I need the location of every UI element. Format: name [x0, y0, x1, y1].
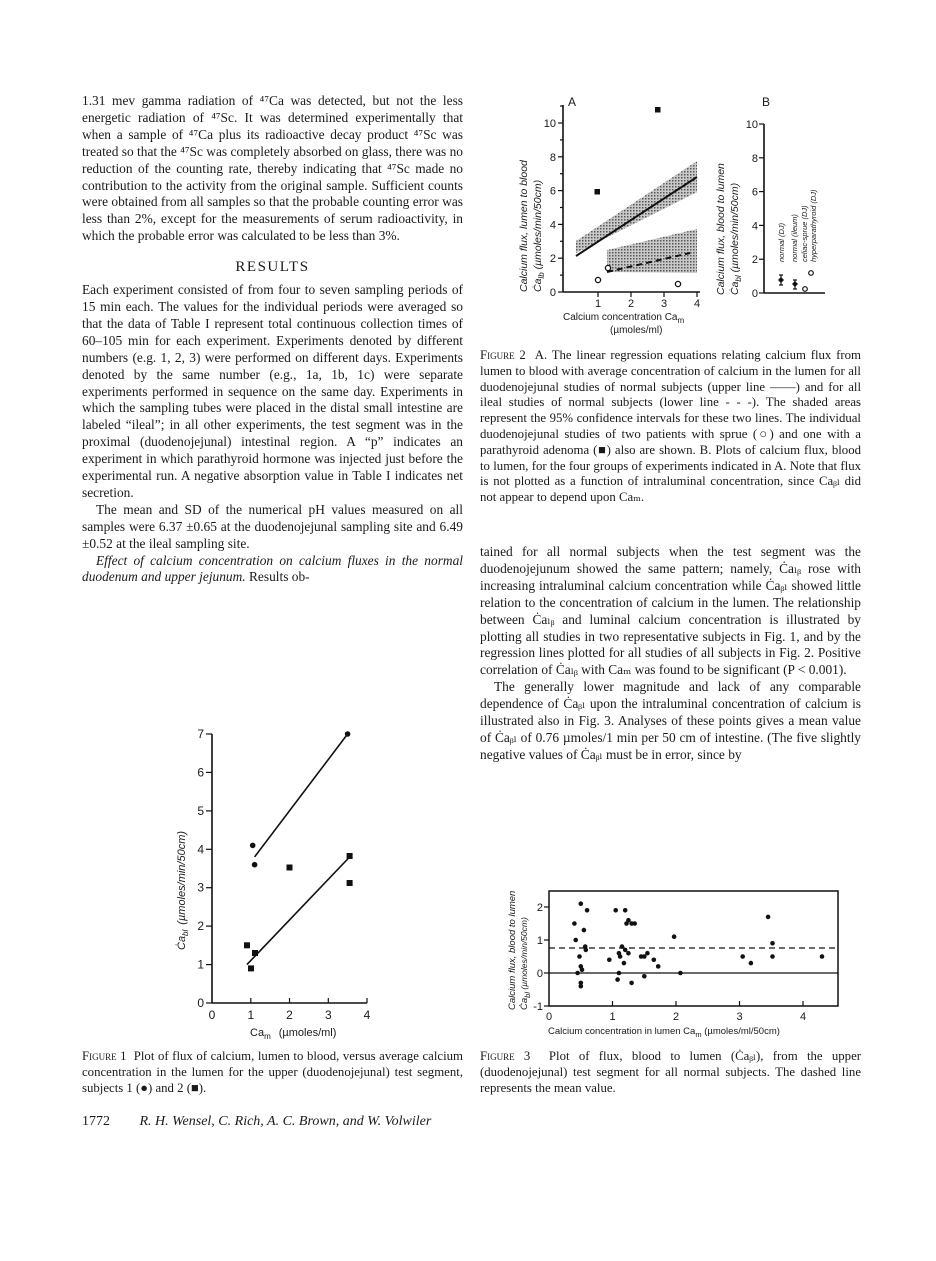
fig3-y-label-1: Calcium flux, blood to lumen — [507, 890, 518, 1010]
svg-text:4: 4 — [197, 842, 204, 857]
results-heading: RESULTS — [235, 259, 310, 276]
fig2-lower-ci-band — [607, 229, 697, 273]
figure-3-chart — [495, 860, 855, 1040]
svg-text:0: 0 — [549, 287, 556, 299]
page-footer — [82, 1114, 431, 1130]
continued-paragraph: tained for all normal subjects when the test segment was the duodenojejunum showed the same pattern; namely, Ċaₗᵦ rose with increasing intraluminal calcium concentration while Ċaᵦₗ showed little relation to the concentration of calcium in the lumen. The relationship between Ċaₗᵦ and luminal calcium concentration is illustrated by plotting all studies in two representative subjects in Fig. 1, and by the regression lines plotted for all studies of all subjects in Fig. 2. Positive correlation of Ċaₗᵦ with Caₘ was found to be significant (P < 0.001). — [480, 544, 861, 678]
svg-text:1: 1 — [609, 1011, 616, 1023]
svg-text:0: 0 — [545, 1011, 553, 1023]
fig2a-x-label-2: (µmoles/ml) — [610, 325, 663, 336]
fig1-fit-line-subject2 — [247, 857, 350, 965]
fig2b-y-label-2: $Ċa_{bl}$ (µmoles/min/50cm) — [729, 182, 743, 295]
svg-text:2: 2 — [751, 254, 758, 267]
fig2-panel-a-label: A — [568, 95, 577, 109]
svg-text:normal (DJ): normal (DJ) — [777, 222, 786, 262]
svg-text:-1: -1 — [533, 1001, 543, 1013]
svg-text:2: 2 — [627, 298, 635, 310]
figure-2-caption — [480, 348, 861, 506]
svg-text:1: 1 — [247, 1008, 255, 1022]
fig1-subject1-points — [250, 731, 351, 867]
results-paragraph: Each experiment consisted of from four to seven sampling periods of 15 min each. The values for the individual periods were averaged so that the data of Table I represent total continuous collection times of 60–105 min for each experiment. Experiments denoted by different numbers (e.g. 1, 2, 3) were performed on different days. Experiments denoted by the same number (e.g., 1a, 1b, 1c) were separate experiments performed in sequence on the same day. Experiments in which the sampling tubes were placed in the distal small intestine are labeled “ileal”; in all other experiments, the test segment was in the proximal (duodenojejunal) intestinal region. A “p” indicates an experiment in which parathyroid hormone was injected just before the experimental run. A negative absorption value in Table I indicates net secretion. — [82, 282, 463, 500]
svg-text:8: 8 — [549, 151, 556, 164]
svg-text:6: 6 — [197, 765, 204, 780]
svg-text:2: 2 — [536, 902, 543, 914]
svg-text:3: 3 — [736, 1011, 743, 1023]
svg-text:2: 2 — [672, 1011, 680, 1023]
fig2a-y-label-1: Calcium flux, lumen to blood — [518, 160, 530, 292]
fig1-y-label: $Ċa_{bl}(\mu moles/\min/50cm)$ — [176, 830, 190, 950]
svg-text:5: 5 — [197, 803, 204, 818]
figure-2-label: Figure 2 — [480, 348, 526, 362]
fig2b-category-labels — [777, 189, 818, 262]
effect-subheading: Effect of calcium concentration on calcium fluxes in the normal duodenum and upper jejunum. — [82, 552, 463, 585]
svg-text:3: 3 — [324, 1008, 332, 1022]
svg-text:4: 4 — [363, 1008, 371, 1022]
figure-1-caption — [82, 1049, 463, 1096]
svg-text:10: 10 — [543, 118, 556, 130]
svg-text:celiac-sprue (DJ): celiac-sprue (DJ) — [800, 205, 809, 262]
fig1-y-tick-labels — [197, 727, 204, 1010]
figure-3-caption — [480, 1049, 861, 1096]
fig2-panel-b-label: B — [762, 95, 771, 109]
svg-text:0: 0 — [197, 996, 204, 1010]
svg-text:hyperparathyroid (DJ): hyperparathyroid (DJ) — [809, 189, 818, 262]
svg-text:4: 4 — [549, 219, 556, 232]
fig1-x-tick-labels — [209, 1008, 371, 1022]
svg-text:2: 2 — [197, 919, 204, 934]
fig3-x-label: Calcium concentration in lumen $Ca_m$ (µmoles/ml/50cm) — [548, 1026, 780, 1039]
ph-paragraph: The mean and SD of the numerical pH values measured on all samples were 6.37 ±0.65 at the duodenojejunal sampling site and 6.49 ±0.52 at the ileal sampling site. — [82, 501, 463, 551]
svg-text:0: 0 — [208, 1008, 216, 1022]
fig1-fit-line-subject1 — [255, 734, 348, 857]
effect-text: Results ob- — [245, 569, 310, 585]
fig2a-x-label-1: Calcium concentration $Ca_m$ — [563, 312, 685, 325]
svg-text:1: 1 — [594, 298, 602, 310]
svg-text:2: 2 — [549, 253, 556, 266]
fig2-adenoma-points — [595, 107, 661, 195]
svg-text:6: 6 — [549, 185, 556, 198]
figure-1-chart — [160, 722, 390, 1042]
svg-text:0: 0 — [751, 288, 758, 300]
figure-2-chart — [505, 90, 865, 340]
svg-text:7: 7 — [197, 727, 204, 741]
figure-2-caption-text: A. The linear regression equations relating calcium flux from lumen to blood with average concentration of calcium in the lumen for all duodenojejunal studies of normal subjects (upper line ——) and for all ileal studies of normal subjects (lower line - - -). The shaded areas represent the 95% confidence intervals for these two lines. The individual duodenojejunal studies of two patients with sprue (○) and one with a parathyroid adenoma (■) also are shown. B. Plots of calcium flux, blood to lumen, for the four groups of experiments indicated in A. Note that flux is not plotted as a function of intraluminal concentration, since Caᵦₗ did not appear to depend upon Caₘ. — [480, 348, 861, 505]
figure-3-label: Figure 3 — [480, 1049, 531, 1063]
svg-text:1: 1 — [197, 957, 204, 972]
right-column — [480, 544, 861, 764]
figure-1-label: Figure 1 — [82, 1049, 127, 1063]
lower-magnitude-paragraph: The generally lower magnitude and lack of any comparable dependence of Ċaᵦₗ upon the intraluminal concentration of calcium is illustrated also in Fig. 3. Analyses of these points gives a mean value of Ċaᵦₗ of 0.76 µmoles/1 min per 50 cm of intestine. (The five slightly negative values of Ċaᵦₗ must be in error, since by — [480, 679, 861, 762]
svg-text:10: 10 — [745, 119, 758, 131]
svg-text:1: 1 — [536, 935, 543, 947]
fig1-x-label: $Ca_m$ (µmoles/ml) — [250, 1027, 337, 1041]
svg-text:4: 4 — [693, 298, 701, 310]
fig2b-y-label-1: Calcium flux, blood to lumen — [715, 163, 727, 295]
svg-text:4: 4 — [799, 1011, 807, 1023]
svg-text:0: 0 — [536, 968, 543, 980]
intro-paragraph: 1.31 mev gamma radiation of ⁴⁷Ca was detected, but not the less energetic radiation of ⁴⁷Sc. It was determined experimentally that when a sample of ⁴⁷Ca plus its radioactive decay product ⁴⁷Sc was treated so that the ⁴⁷Sc was completely absorbed on glass, there was no reduction of the counting rate, thereby indicating that ⁴⁷Sc made no contribution to the activity from the original sample. Sufficient counts were obtained from all samples so that the probable counting error was less than 2%, except for the measurements of serum radioactivity, in which the probable error was calculated to be less than 3%. — [82, 93, 463, 244]
running-authors: R. H. Wensel, C. Rich, A. C. Brown, and W. Volwiler — [139, 1114, 432, 1129]
fig3-points — [572, 901, 824, 988]
svg-text:6: 6 — [751, 186, 758, 199]
svg-text:3: 3 — [660, 298, 668, 310]
figure-1-caption-text: Plot of flux of calcium, lumen to blood, versus average calcium concentration in the lumen for the upper (duodenojejunal) test segment, subjects 1 (●) and 2 (■). — [82, 1049, 463, 1095]
page-number: 1772 — [82, 1114, 110, 1129]
effect-paragraph — [82, 553, 463, 587]
fig2a-y-label-2: $Ċa_{lb}$ (µmoles/min/50cm) — [532, 179, 546, 292]
svg-text:2: 2 — [286, 1008, 293, 1022]
fig3-y-label-2: $Ċa_{bl}$ (µmoles/min/50cm) — [519, 917, 532, 1010]
svg-text:8: 8 — [751, 152, 758, 165]
svg-text:4: 4 — [751, 220, 758, 233]
svg-text:3: 3 — [197, 880, 204, 895]
figure-3-caption-text: Plot of flux, blood to lumen (Ċaᵦₗ), from the upper (duodenojejunal) test segment for all normal subjects. The dashed line represents the mean value. — [480, 1049, 862, 1095]
left-column — [82, 93, 463, 586]
svg-text:normal (ileum): normal (ileum) — [790, 214, 799, 262]
